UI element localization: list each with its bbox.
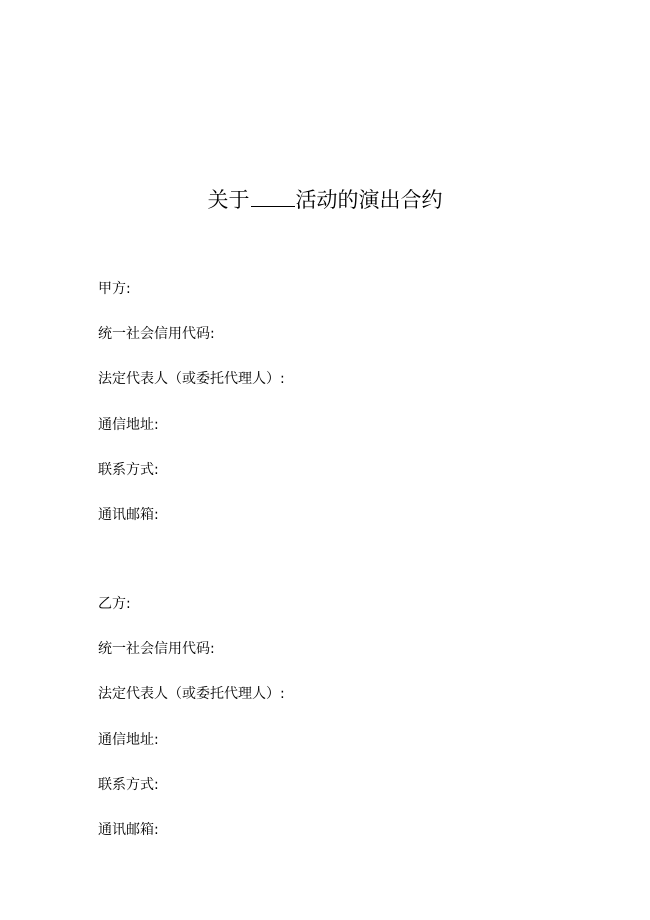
- title-suffix: 活动的演出合约: [295, 188, 443, 212]
- party-b-legal-rep-field: 法定代表人（或委托代理人）:: [98, 686, 285, 703]
- party-b-email-field: 通讯邮箱:: [98, 821, 159, 838]
- party-b-label: 乙方:: [98, 596, 131, 612]
- party-b-section: [98, 594, 598, 865]
- party-b-contact-field: 联系方式:: [98, 776, 159, 793]
- party-a-email-field: 通讯邮箱:: [98, 506, 159, 523]
- title-blank-line: [251, 183, 295, 207]
- document-title: [0, 183, 650, 216]
- party-a-legal-rep-field: 法定代表人（或委托代理人）:: [98, 371, 285, 388]
- party-a-address-field: 通信地址:: [98, 416, 159, 433]
- party-a-contact-field: 联系方式:: [98, 461, 159, 478]
- title-prefix: 关于: [207, 188, 250, 212]
- party-a-label: 甲方:: [98, 281, 131, 297]
- party-b-credit-code-field: 统一社会信用代码:: [98, 641, 215, 658]
- party-b-address-field: 通信地址:: [98, 731, 159, 748]
- party-a-credit-code-field: 统一社会信用代码:: [98, 326, 215, 343]
- party-a-section: [98, 279, 598, 550]
